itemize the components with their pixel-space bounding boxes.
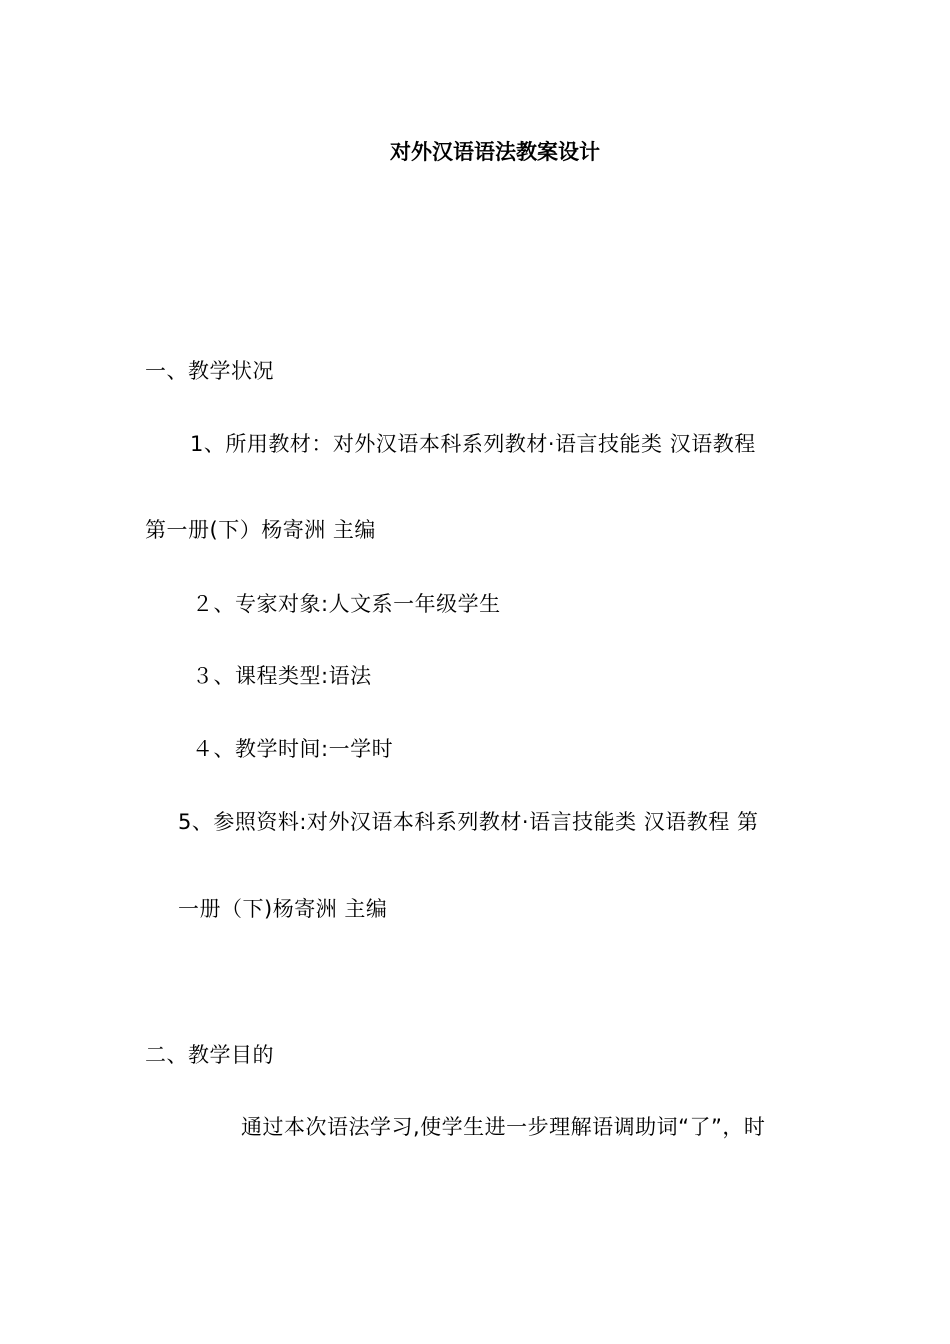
- section-heading-teaching-situation: 一、教学状况: [145, 359, 274, 383]
- item-reference-line2: 一册（下)杨寄洲 主编: [178, 897, 388, 921]
- goal-paragraph-line1: 通过本次语法学习,使学生进一步理解语调助词“了”，时: [241, 1115, 766, 1139]
- document-title: 对外汉语语法教案设计: [390, 140, 600, 164]
- item-course-type: ３、课程类型:语法: [192, 664, 372, 688]
- item-textbook-line2: 第一册(下）杨寄洲 主编: [145, 518, 376, 542]
- item-reference-line1: 5、参照资料:对外汉语本科系列教材·语言技能类 汉语教程 第: [178, 810, 759, 834]
- item-students: ２、专家对象:人文系一年级学生: [192, 592, 501, 616]
- item-teaching-time: ４、教学时间:一学时: [192, 737, 394, 761]
- section-heading-teaching-goal: 二、教学目的: [145, 1043, 274, 1067]
- item-textbook-line1: 1、所用教材：对外汉语本科系列教材·语言技能类 汉语教程: [190, 432, 756, 456]
